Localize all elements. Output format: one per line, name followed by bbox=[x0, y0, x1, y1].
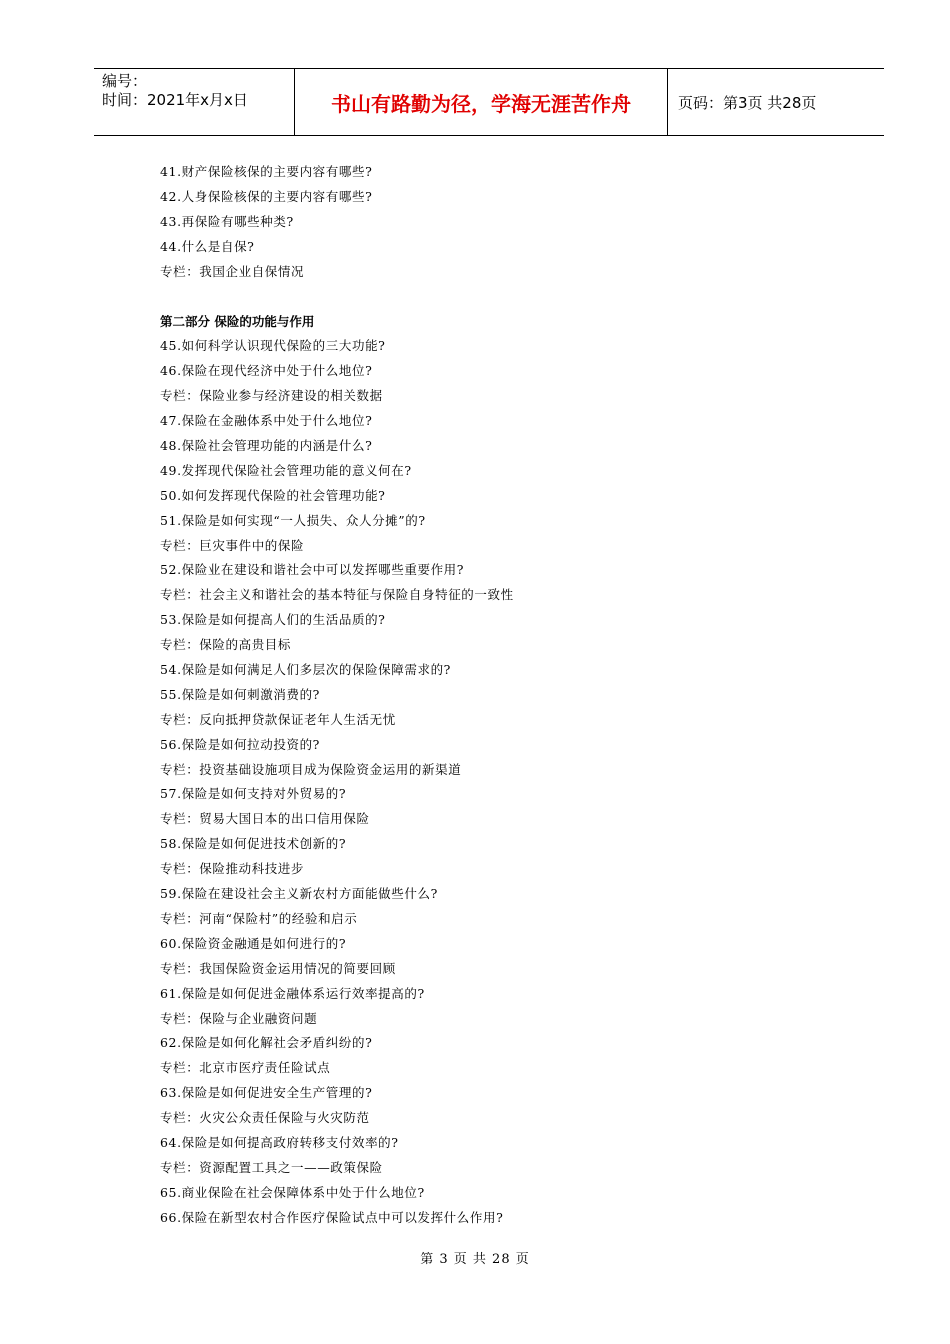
column-note: 专栏：巨灾事件中的保险 bbox=[160, 537, 305, 553]
question-item: 48.保险社会管理功能的内涵是什么? bbox=[160, 438, 373, 454]
header-page-label: 页码：第3页 共28页 bbox=[678, 93, 817, 112]
column-note: 专栏：我国企业自保情况 bbox=[160, 263, 305, 279]
question-item: 41.财产保险核保的主要内容有哪些? bbox=[160, 164, 373, 179]
question-item: 57.保险是如何支持对外贸易的? bbox=[160, 786, 347, 802]
question-item: 43.再保险有哪些种类? bbox=[160, 213, 294, 229]
question-item: 54.保险是如何满足人们多层次的保险保障需求的? bbox=[160, 662, 451, 678]
question-item: 44.什么是自保? bbox=[160, 238, 255, 254]
column-note: 专栏：我国保险资金运用情况的简要回顾 bbox=[160, 960, 396, 976]
document-body bbox=[160, 160, 800, 1231]
column-note: 专栏：保险的高贵目标 bbox=[160, 637, 292, 653]
column-note: 专栏：火灾公众责任保险与火灾防范 bbox=[160, 1110, 370, 1126]
question-item: 60.保险资金融通是如何进行的? bbox=[160, 935, 347, 951]
question-item: 65.商业保险在社会保障体系中处于什么地位? bbox=[160, 1184, 425, 1200]
question-item: 46.保险在现代经济中处于什么地位? bbox=[160, 363, 373, 379]
number-label: 编号： bbox=[102, 72, 148, 90]
column-note: 专栏：投资基础设施项目成为保险资金运用的新渠道 bbox=[160, 761, 462, 777]
column-note: 专栏：反向抵押贷款保证老年人生活无忧 bbox=[160, 711, 396, 727]
page-footer: 第 3 页 共 28 页 bbox=[420, 1252, 530, 1267]
question-item: 50.如何发挥现代保险的社会管理功能? bbox=[160, 487, 386, 503]
page-header bbox=[94, 68, 884, 136]
part2-list bbox=[160, 334, 800, 1230]
spacer bbox=[160, 284, 800, 309]
section-title: 第二部分 保险的功能与作用 bbox=[160, 314, 315, 330]
column-note: 专栏：社会主义和谐社会的基本特征与保险自身特征的一致性 bbox=[160, 587, 514, 603]
question-item: 62.保险是如何化解社会矛盾纠纷的? bbox=[160, 1035, 373, 1051]
part1-list bbox=[160, 160, 800, 284]
question-item: 51.保险是如何实现“一人损失、众人分摊”的? bbox=[160, 512, 426, 528]
column-note: 专栏：贸易大国日本的出口信用保险 bbox=[160, 811, 370, 827]
question-item: 52.保险业在建设和谐社会中可以发挥哪些重要作用? bbox=[160, 562, 465, 578]
question-item: 58.保险是如何促进技术创新的? bbox=[160, 836, 347, 852]
column-note: 专栏：保险业参与经济建设的相关数据 bbox=[160, 388, 383, 404]
column-note: 专栏：保险推动科技进步 bbox=[160, 861, 305, 877]
column-note: 专栏：资源配置工具之一——政策保险 bbox=[160, 1159, 383, 1175]
question-item: 49.发挥现代保险社会管理功能的意义何在? bbox=[160, 462, 412, 478]
question-item: 45.如何科学认识现代保险的三大功能? bbox=[160, 338, 386, 354]
question-item: 64.保险是如何提高政府转移支付效率的? bbox=[160, 1134, 399, 1150]
question-item: 47.保险在金融体系中处于什么地位? bbox=[160, 413, 373, 429]
column-note: 专栏：保险与企业融资问题 bbox=[160, 1010, 318, 1026]
question-item: 42.人身保险核保的主要内容有哪些? bbox=[160, 188, 373, 204]
column-note: 专栏：北京市医疗责任险试点 bbox=[160, 1060, 331, 1076]
question-item: 59.保险在建设社会主义新农村方面能做些什么? bbox=[160, 886, 438, 902]
question-item: 55.保险是如何刺激消费的? bbox=[160, 686, 320, 702]
column-note: 专栏：河南“保险村”的经验和启示 bbox=[160, 910, 358, 926]
header-motto: 书山有路勤为径，学海无涯苦作舟 bbox=[295, 69, 668, 135]
time-label: 时间：2021年x月x日 bbox=[102, 91, 248, 109]
question-item: 66.保险在新型农村合作医疗保险试点中可以发挥什么作用? bbox=[160, 1209, 504, 1225]
question-item: 61.保险是如何促进金融体系运行效率提高的? bbox=[160, 985, 425, 1001]
header-meta bbox=[94, 69, 295, 135]
question-item: 56.保险是如何拉动投资的? bbox=[160, 736, 320, 752]
question-item: 53.保险是如何提高人们的生活品质的? bbox=[160, 612, 386, 628]
question-item: 63.保险是如何促进安全生产管理的? bbox=[160, 1085, 373, 1101]
